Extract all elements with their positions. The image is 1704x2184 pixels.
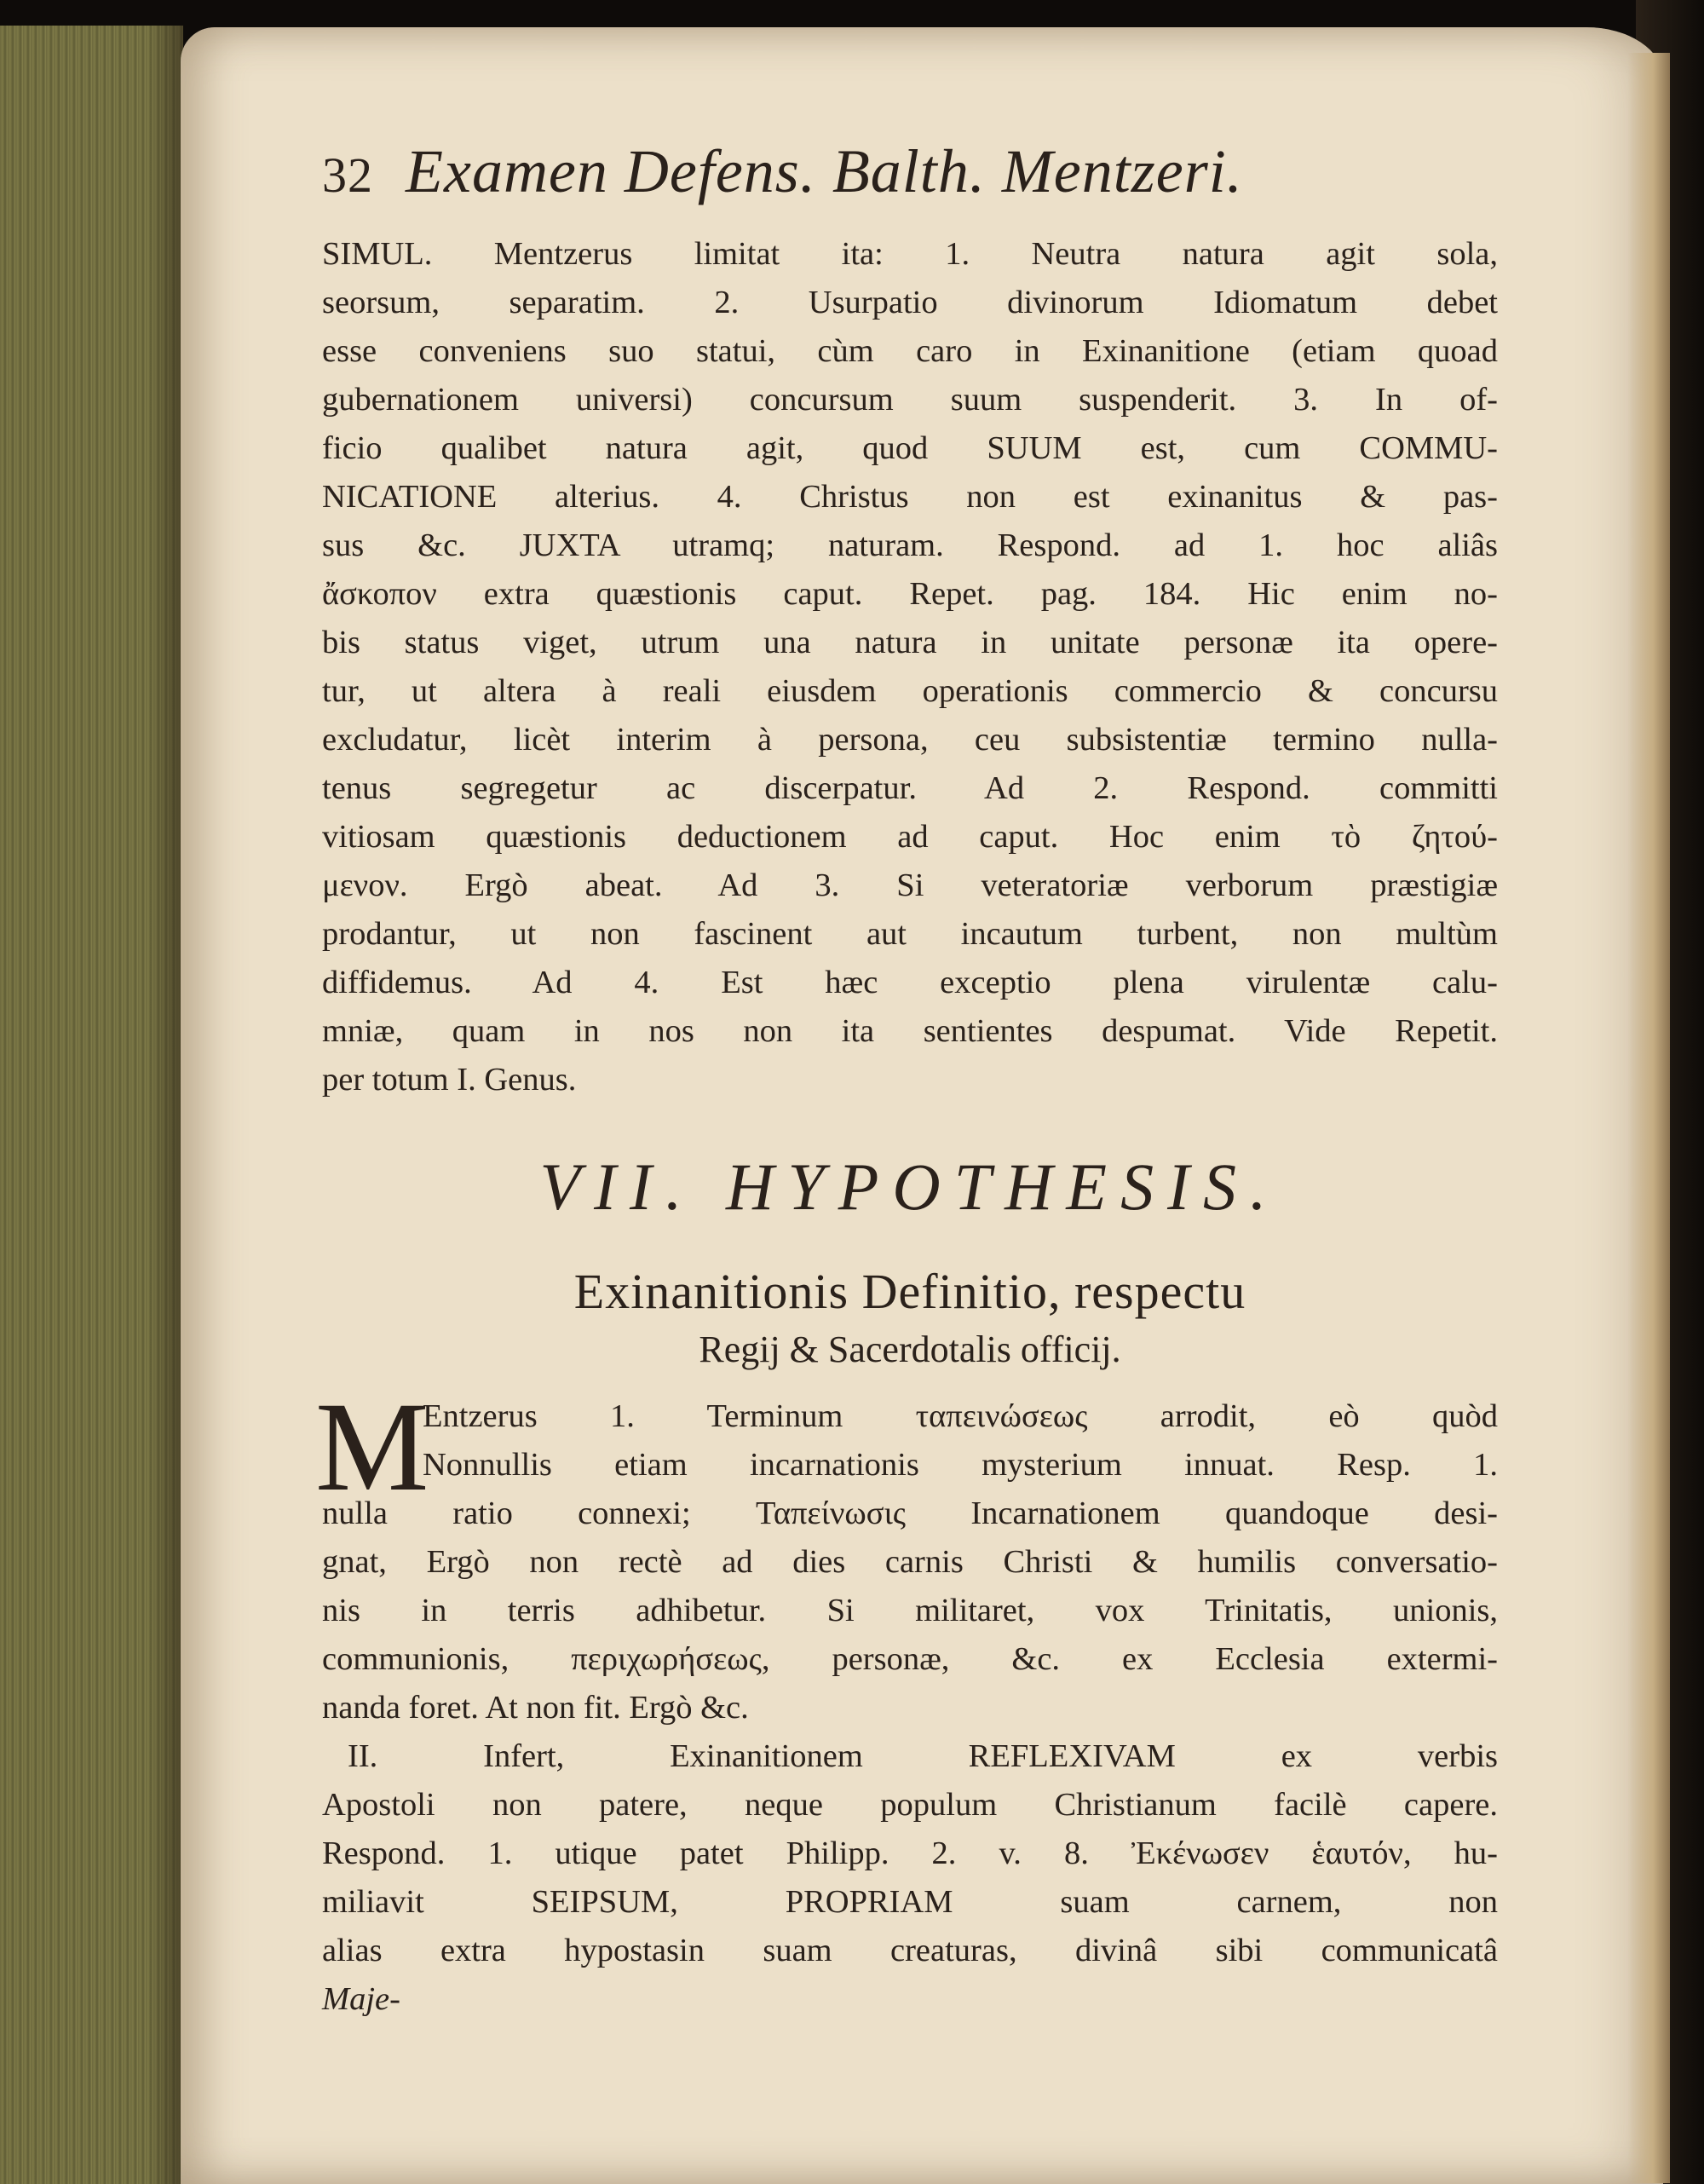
text-line: Entzerus 1. Terminum ταπεινώσεως arrodit, eò quòd	[423, 1398, 1498, 1434]
text-line: alias extra hypostasin suam creaturas, divinâ sibi communicatâ	[322, 1933, 1498, 1968]
text-line: Nonnullis etiam incarnationis mysterium innuat. Resp. 1.	[423, 1447, 1498, 1483]
drop-cap: M	[315, 1376, 429, 1518]
text-line: miliavit SEIPSUM, PROPRIAM suam carnem, non	[322, 1884, 1498, 1920]
page-edges	[0, 26, 183, 2184]
text-line: ficio qualibet natura agit, quod SUUM est, cum COMMU-	[322, 430, 1498, 466]
paragraph-infert	[322, 1732, 1498, 1975]
text-line: sus &c. JUXTA utramq; naturam. Respond. ad 1. hoc aliâs	[322, 527, 1498, 563]
text-line: seorsum, separatim. 2. Usurpatio divinorum Idiomatum debet	[322, 285, 1498, 320]
text-line: nis in terris adhibetur. Si militaret, vox Trinitatis, unionis,	[322, 1593, 1498, 1628]
text-line: Apostoli non patere, neque populum Christianum facilè capere.	[322, 1787, 1498, 1823]
text-line: tenus segregetur ac discerpatur. Ad 2. Respond. committi	[322, 770, 1498, 806]
text-line: nanda foret. At non fit. Ergò &c.	[322, 1690, 749, 1726]
paragraph-simul	[322, 230, 1498, 1104]
page-content	[315, 136, 1498, 2024]
text-line: diffidemus. Ad 4. Est hæc exceptio plena virulentæ calu-	[322, 965, 1498, 1000]
text-line: esse conveniens suo statui, cùm caro in Exinanitione (etiam quoad	[322, 333, 1498, 369]
text-line: communionis, περιχωρήσεως, personæ, &c. ex Ecclesia extermi-	[322, 1641, 1498, 1677]
page-number: 32	[322, 147, 373, 203]
text-line: excludatur, licèt interim à persona, ceu subsistentiæ termino nulla-	[322, 722, 1498, 758]
text-line: SIMUL. Mentzerus limitat ita: 1. Neutra natura agit sola,	[322, 236, 1498, 272]
text-line: bis status viget, utrum una natura in unitate personæ ita opere-	[322, 625, 1498, 660]
catchword: Maje-	[322, 1981, 400, 2017]
text-line: vitiosam quæstionis deductionem ad caput. Hoc enim τὸ ζητού-	[322, 819, 1498, 855]
section-subtitle-line2: Regij & Sacerdotalis officij.	[699, 1328, 1121, 1370]
text-line: ἄσκοπον extra quæstionis caput. Repet. pag. 184. Hic enim no-	[322, 576, 1498, 612]
text-line: tur, ut altera à reali eiusdem operationis commercio & concursu	[322, 673, 1498, 709]
paragraph-mentzerus	[315, 1376, 1498, 1732]
running-header	[322, 136, 1498, 230]
text-line: per totum I. Genus.	[322, 1062, 577, 1098]
text-line: μενον. Ergò abeat. Ad 3. Si veteratoriæ verborum præstigiæ	[322, 867, 1498, 903]
text-line: Respond. 1. utique patet Philipp. 2. v. 8. Ἐκένωσεν ἑαυτόν, hu-	[322, 1835, 1498, 1871]
text-line: NICATIONE alterius. 4. Christus non est exinanitus & pas-	[322, 479, 1498, 515]
hypothesis-heading: VII. HYPOTHESIS.	[539, 1150, 1281, 1224]
text-line: mniæ, quam in nos non ita sentientes despumat. Vide Repetit.	[322, 1013, 1498, 1049]
text-line: prodantur, ut non fascinent aut incautum turbent, non multùm	[322, 916, 1498, 952]
text-line: nulla ratio connexi; Ταπείνωσις Incarnationem quandoque desi-	[322, 1495, 1498, 1531]
section-subtitle: Exinanitionis Definitio, respectu	[573, 1264, 1246, 1319]
text-line: gubernationem universi) concursum suum suspenderit. 3. In of-	[322, 382, 1498, 418]
text-line: II. Infert, Exinanitionem REFLEXIVAM ex verbis	[348, 1738, 1498, 1774]
text-line: gnat, Ergò non rectè ad dies carnis Christi & humilis conversatio-	[322, 1544, 1498, 1580]
running-title: Examen Defens. Balth. Mentzeri.	[406, 137, 1243, 205]
